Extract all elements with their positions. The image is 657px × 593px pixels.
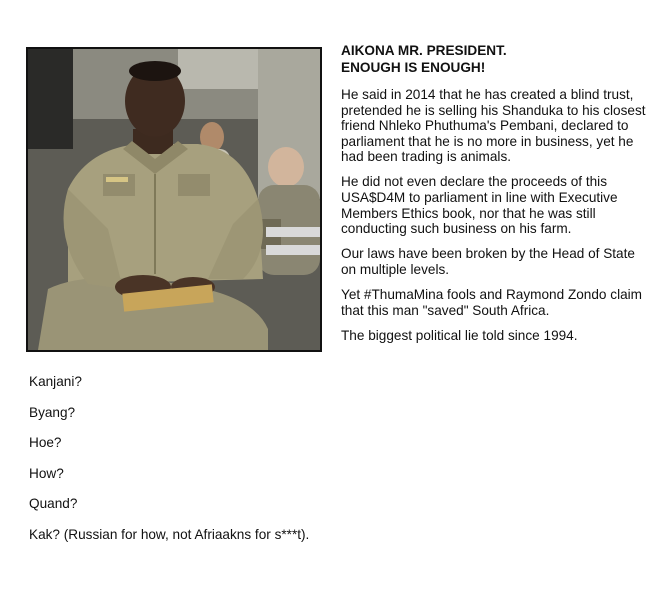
article	[341, 42, 646, 353]
article-paragraph: He did not even declare the proceeds of this USA$D4M to parliament in line with Executive Members Ethics book, nor that he was still conducting such business on his farm.	[341, 174, 618, 237]
article-paragraph: Yet #ThumaMina fools and Raymond Zondo claim that this man "saved" South Africa.	[341, 287, 642, 318]
question-item: Kanjani?	[29, 374, 82, 389]
headline-line-2: ENOUGH IS ENOUGH!	[341, 60, 486, 75]
photo-illustration	[28, 49, 320, 350]
headline-line-1: AIKONA MR. PRESIDENT.	[341, 43, 507, 58]
question-item: Kak? (Russian for how, not Afriaakns for s***t).	[29, 526, 310, 542]
question-item: Byang?	[29, 404, 76, 420]
article-paragraph: Our laws have been broken by the Head of State on multiple levels.	[341, 246, 635, 277]
headline	[341, 42, 646, 76]
question-item: Hoe?	[29, 435, 62, 450]
question-item: How?	[29, 465, 64, 481]
article-paragraph: He said in 2014 that he has created a blind trust, pretended he is selling his Shanduka to his closest friend Nhleko Phuthuma's Pembani, declared to parliament that he is no more in business, yet he had been trading is animals.	[341, 87, 646, 165]
article-paragraph: The biggest political lie told since 1994.	[341, 327, 578, 343]
news-photo	[26, 47, 322, 352]
question-item: Quand?	[29, 496, 78, 511]
question-list	[29, 374, 629, 557]
